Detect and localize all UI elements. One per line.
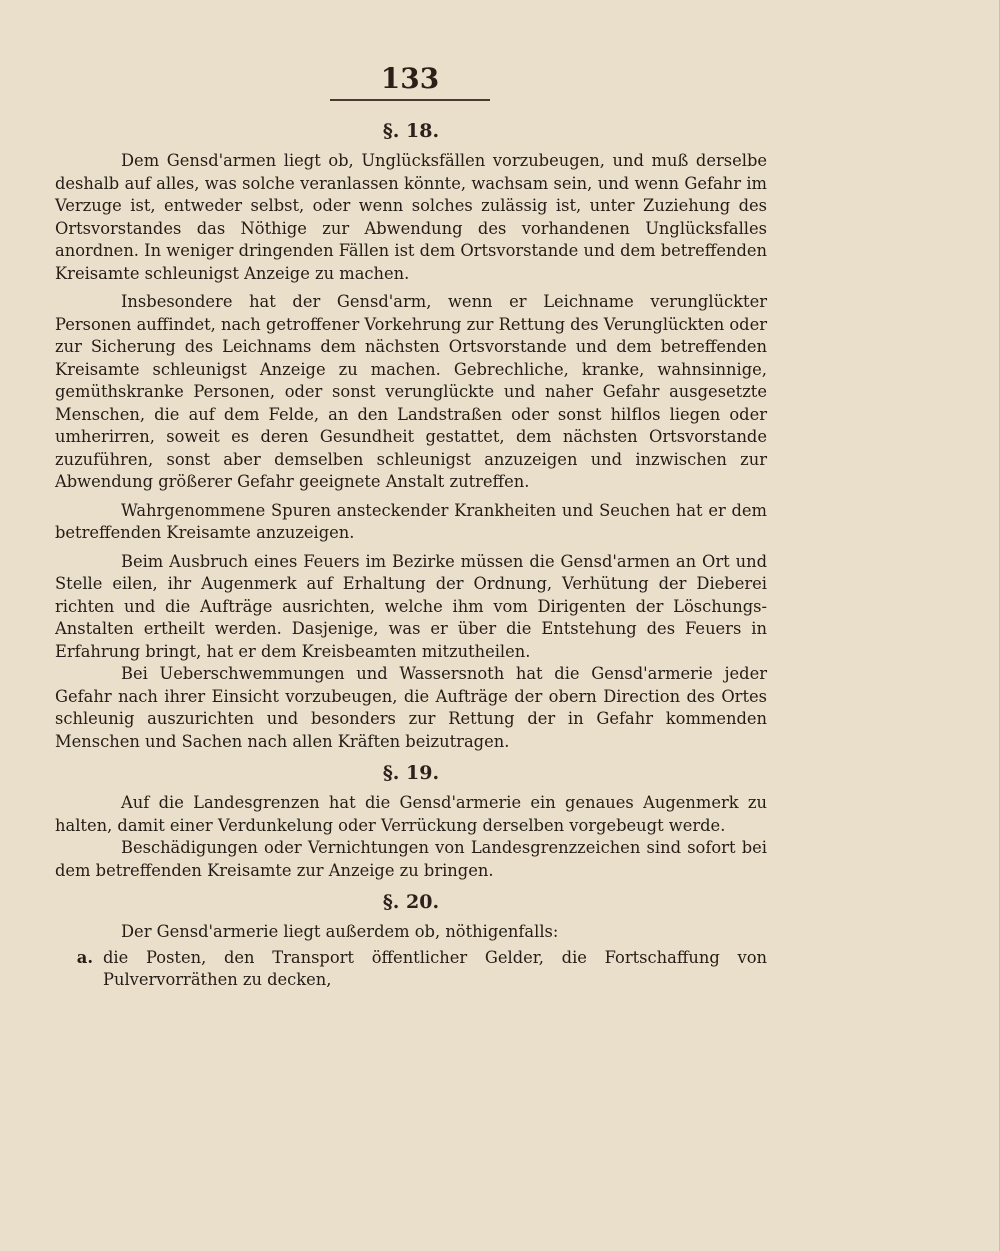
paragraph: Der Gensd'armerie liegt außerdem ob, nöthigenfalls: (121, 922, 559, 941)
section-heading: §. 19. (382, 762, 440, 784)
paragraph: Beim Ausbruch eines Feuers im Bezirke müssen die Gensd'armen an Ort und Stelle eilen, ihr Augenmerk auf Erhaltung der Ordnung, Verhütung der Dieberei richten und die Aufträge ausrichten, welche ihm vom Dirigenten der Löschungs-Anstalten ertheilt werden. Dasjenige, was er über die Entstehung des Feuers in Erfahrung bringt, hat er dem Kreisbeamten mitzutheilen. (55, 551, 767, 661)
paragraph: Dem Gensd'armen liegt ob, Unglücksfällen vorzubeugen, und muß derselbe deshalb auf alles, was solche veranlassen könnte, wachsam sein, und wenn Gefahr im Verzuge ist, entweder selbst, oder wenn solches zulässig ist, unter Zuziehung des Ortsvorstandes das Nöthige zur Abwendung des vorhandenen Unglücksfalles anordnen. In weniger dringenden Fällen ist dem Ortsvorstande und dem betreffenden Kreisamte schleunigst Anzeige zu machen. (55, 151, 767, 283)
section-18 (55, 120, 767, 753)
paragraph: Bei Ueberschwemmungen und Wassersnoth hat die Gensd'armerie jeder Gefahr nach ihrer Einsicht vorzubeugen, die Aufträge der obern Direction des Ortes schleunig auszurichten und besonders zur Rettung der in Gefahr kommenden Menschen und Sachen nach allen Kräften beizutragen. (55, 664, 767, 751)
section-19 (55, 762, 767, 882)
section-heading: §. 18. (382, 120, 440, 142)
paragraph: Auf die Landesgrenzen hat die Gensd'armerie ein genaues Augenmerk zu halten, damit einer Verdunkelung oder Verrückung derselben vorgebeugt werde. (55, 793, 767, 835)
page-number: 133 (380, 62, 440, 95)
list-item (55, 947, 767, 992)
page-content (55, 120, 767, 992)
section-heading: §. 20. (382, 891, 440, 913)
paragraph: Insbesondere hat der Gensd'arm, wenn er Leichname verunglückter Personen auffindet, nach getroffener Vorkehrung zur Rettung des Verunglückten oder zur Sicherung des Leichnams dem nächsten Ortsvorstande und dem betreffenden Kreisamte schleunigst Anzeige zu machen. Gebrechliche, kranke, wahnsinnige, gemüthskranke Personen, oder sonst verunglückte und naher Gefahr ausgesetzte Menschen, die auf dem Felde, an den Landstraßen oder sonst hilflos liegen oder umherirren, soweit es deren Gesundheit gestattet, dem nächsten Ortsvorstande zuzuführen, sonst aber demselben schleunigst anzuzeigen und inzwischen zur Abwendung größerer Gefahr geeignete Anstalt zutreffen. (55, 292, 768, 491)
list-item-text: die Posten, den Transport öffentlicher Gelder, die Fortschaffung von Pulvervorräthen zu decken, (103, 947, 767, 989)
page-number-rule (330, 99, 490, 101)
paragraph: Wahrgenommene Spuren ansteckender Krankheiten und Seuchen hat er dem betreffenden Kreisamte anzuzeigen. (55, 500, 767, 542)
section-20 (55, 891, 767, 992)
list-marker: a. (76, 947, 93, 967)
paragraph: Beschädigungen oder Vernichtungen von Landesgrenzzeichen sind sofort bei dem betreffenden Kreisamte zur Anzeige zu bringen. (55, 838, 767, 880)
